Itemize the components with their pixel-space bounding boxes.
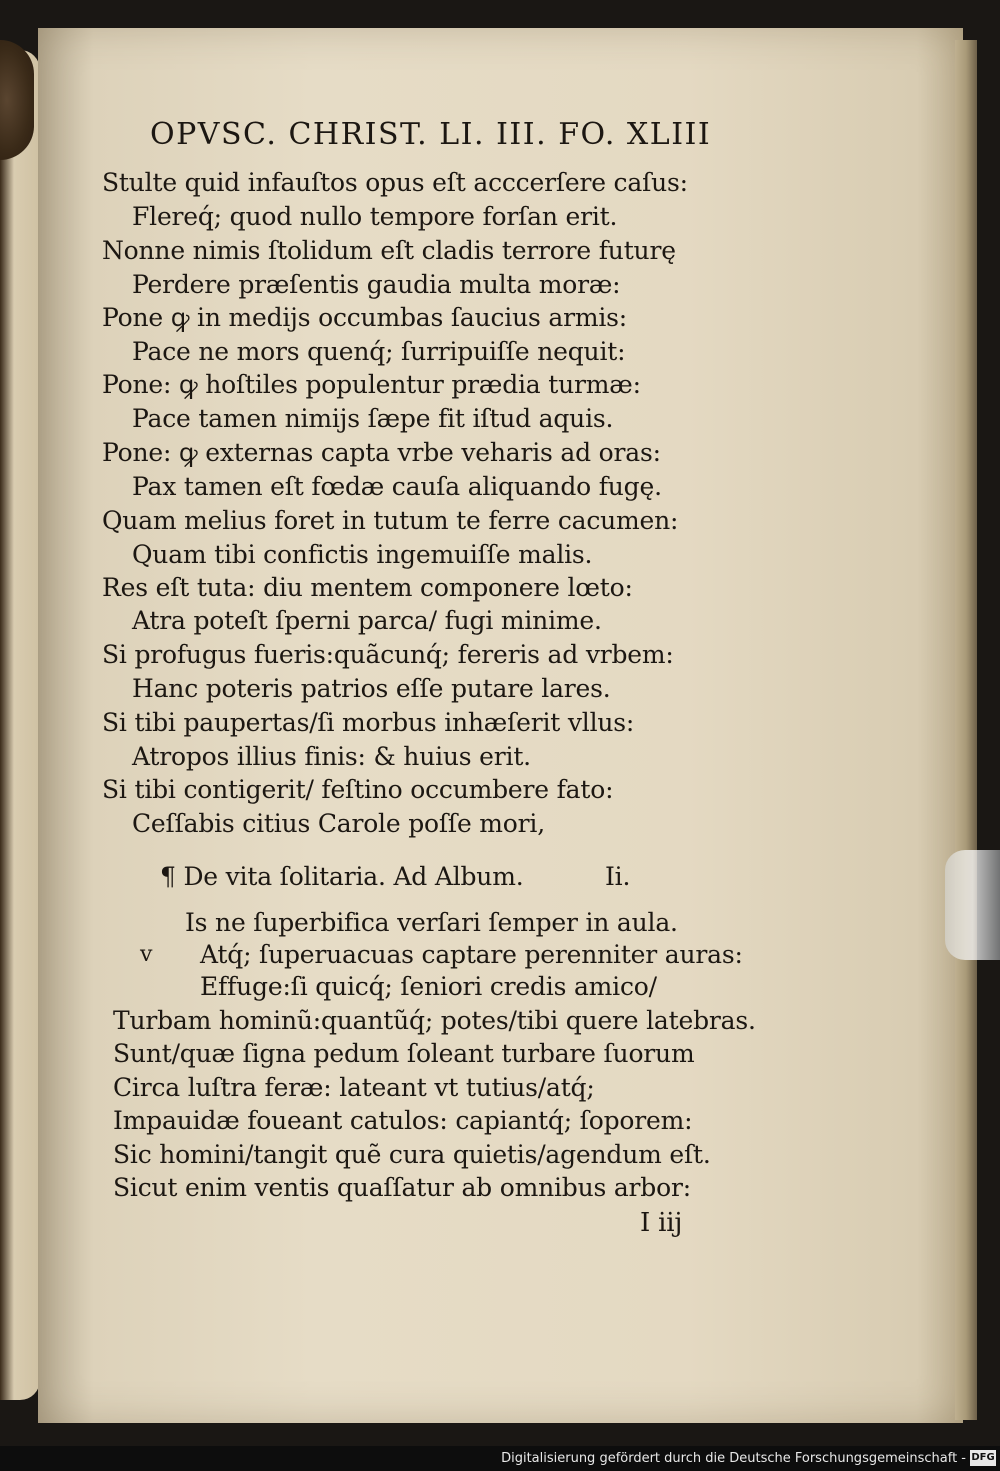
- initial-letter: v: [140, 942, 153, 967]
- poem-line: Effuge:ſi quicq́; ſeniori credis amico/: [200, 972, 657, 1001]
- verse-line: Si profugus fueris:quãcunq́; fereris ad vrbem:: [102, 640, 674, 669]
- verse-line: Pace ne mors quenq́; ſurripuiſſe nequit:: [132, 337, 626, 366]
- poem-line: Impauidæ foueant catulos: capiantq́; ſoporem:: [113, 1106, 693, 1135]
- verse-line: Si tibi contigerit/ feſtino occumbere fato:: [102, 775, 614, 804]
- poem-line: Circa luſtra feræ: lateant vt tutius/atq́;: [113, 1073, 595, 1102]
- verse-line: Nonne nimis ſtolidum eſt cladis terrore futurę: [102, 236, 676, 265]
- verse-line: Pone: ꝙ hoſtiles populentur prædia turmæ:: [102, 370, 641, 399]
- verse-line: Quam melius foret in tutum te ferre cacumen:: [102, 506, 679, 535]
- poem-line: Is ne ſuperbifica verſari ſemper in aula.: [185, 908, 678, 937]
- verse-line: Pace tamen nimijs ſæpe fit iſtud aquis.: [132, 404, 614, 433]
- verse-line: Perdere præſentis gaudia multa moræ:: [132, 270, 621, 299]
- dfg-logo[interactable]: DFG: [970, 1450, 996, 1466]
- verse-line: Res eſt tuta: diu mentem componere lœto:: [102, 573, 633, 602]
- verse-line: Si tibi paupertas/ſi morbus inhæſerit vllus:: [102, 708, 635, 737]
- poem-line: Atq́; ſuperuacuas captare perenniter auras:: [200, 940, 743, 969]
- verse-line: Pax tamen eſt fœdæ cauſa aliquando fugę.: [132, 472, 662, 501]
- verse-line: Ceſſabis citius Carole poſſe mori,: [132, 809, 545, 838]
- poem-line: Sunt/quæ ſigna pedum ſoleant turbare ſuorum: [113, 1039, 695, 1068]
- verse-line: Atropos illius finis: & huius erit.: [132, 742, 531, 771]
- poem-line: Turbam hominũ:quantũq́; potes/tibi quere latebras.: [113, 1006, 756, 1035]
- verse-line: Hanc poteris patrios eſſe putare lares.: [132, 674, 611, 703]
- poem-line: Sic homini/tangit quẽ cura quietis/agendum eſt.: [113, 1140, 711, 1169]
- section-title: ¶ De vita ſolitaria. Ad Album.: [160, 862, 524, 891]
- verse-line: Pone: ꝙ externas capta vrbe veharis ad oras:: [102, 438, 661, 467]
- funding-notice: Digitalisierung gefördert durch die Deutsche Forschungsgemeinschaft -: [501, 1451, 966, 1466]
- verse-line: Flereq́; quod nullo tempore forſan erit.: [132, 202, 618, 231]
- verse-line: Quam tibi confictis ingemuiſſe malis.: [132, 540, 593, 569]
- running-head: OPVSC. CHRIST. LI. III. FO. XLIII: [150, 117, 712, 152]
- section-number: Ii.: [605, 862, 631, 891]
- footer-bar: [0, 1446, 1000, 1471]
- poem-line: Sicut enim ventis quaſſatur ab omnibus arbor:: [113, 1173, 691, 1202]
- verse-line: Atra poteſt ſperni parca/ fugi minime.: [132, 606, 602, 635]
- verse-line: Pone ꝙ in medijs occumbas ſaucius armis:: [102, 303, 627, 332]
- verse-line: Stulte quid infauſtos opus eſt acccerſere caſus:: [102, 168, 688, 197]
- signature-mark: I iij: [640, 1208, 683, 1238]
